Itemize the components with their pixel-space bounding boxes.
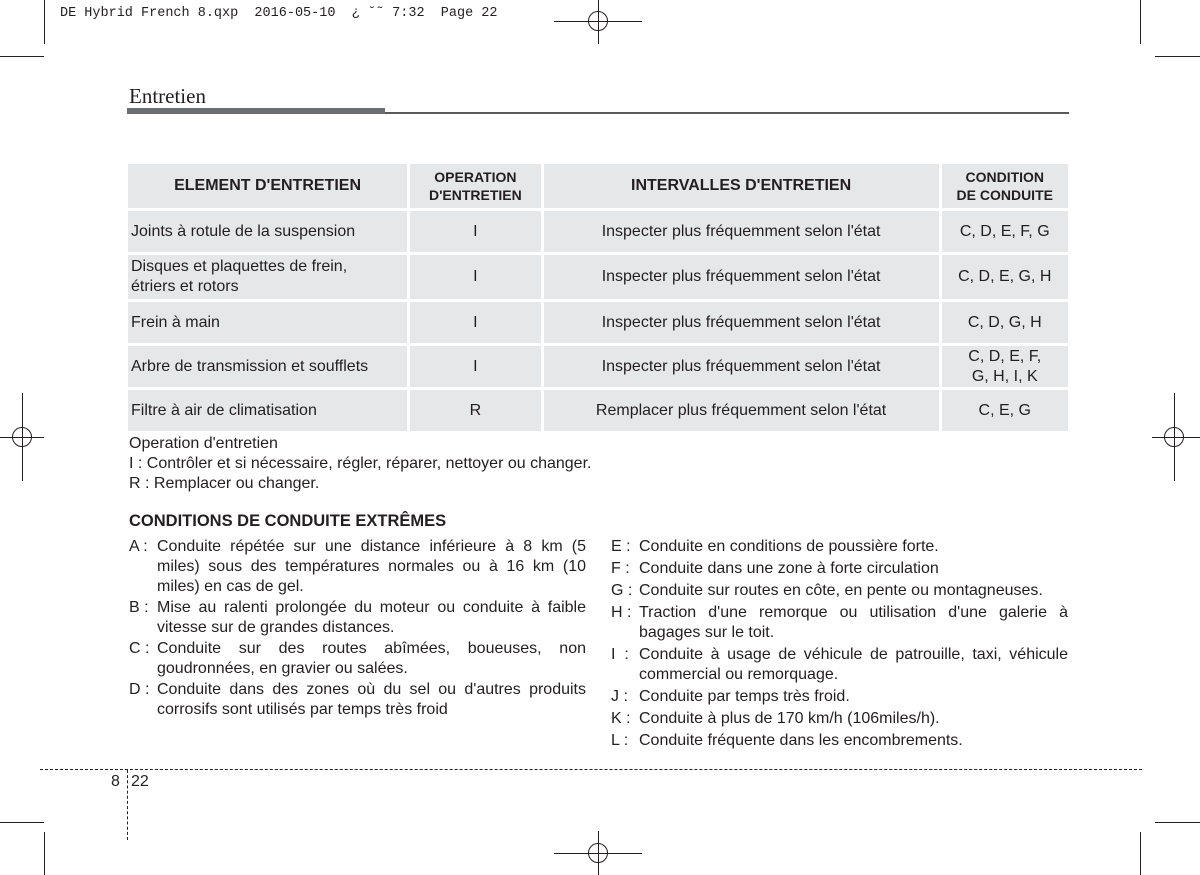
- file-header: DE Hybrid French 8.qxp 2016-05-10 ¿ ˘˜ 7:32 Page 22: [60, 6, 498, 21]
- cell-condition: C, D, E, G, H: [942, 255, 1069, 299]
- title-rule-thin: [385, 112, 1069, 114]
- table-row: [128, 346, 1068, 387]
- header-operation-line2: D'ENTRETIEN: [428, 187, 522, 203]
- condition-letter: L :: [611, 732, 629, 749]
- cell-condition: C, E, G: [942, 390, 1069, 431]
- chapter-number: 8: [111, 773, 120, 790]
- table-row: [128, 255, 1068, 299]
- legend-title: Operation d'entretien: [129, 435, 278, 452]
- condition-item: [611, 687, 1068, 707]
- condition-item: [611, 603, 1068, 643]
- condition-item: [611, 559, 1068, 579]
- condition-letter: K :: [611, 710, 631, 727]
- crop-mark-bottom-right-h: [1155, 822, 1200, 823]
- conditions-heading: CONDITIONS DE CONDUITE EXTRÊMES: [129, 512, 447, 530]
- cell-element-line2: étriers et rotors: [131, 278, 239, 295]
- condition-letter: G :: [611, 582, 633, 599]
- header-interval: INTERVALLES D'ENTRETIEN: [544, 164, 939, 208]
- condition-text: Mise au ralenti prolongée du moteur ou conduite à faible vitesse sur de grandes distances.: [157, 599, 586, 636]
- crop-mark-bottom-right-v: [1140, 832, 1141, 875]
- cell-condition: C, D, E, F, G: [942, 211, 1069, 252]
- legend-line: I : Contrôler et si nécessaire, régler, réparer, nettoyer ou changer.: [129, 455, 592, 472]
- cell-element: Filtre à air de climatisation: [128, 390, 407, 431]
- condition-item: [611, 581, 1068, 601]
- crop-mark-top-right-h: [1155, 56, 1200, 57]
- cell-interval: Remplacer plus fréquemment selon l'état: [544, 390, 939, 431]
- condition-item: [129, 598, 586, 638]
- cell-operation: I: [410, 302, 541, 343]
- cell-condition: [942, 346, 1069, 387]
- condition-text: Conduite dans des zones où du sel ou d'autres produits corrosifs sont utilisés par temps très froid: [157, 681, 586, 718]
- header-condition: [942, 164, 1069, 208]
- condition-item: [129, 639, 586, 679]
- condition-item: [611, 709, 1068, 729]
- condition-text: Conduite fréquente dans les encombrements.: [639, 732, 963, 749]
- conditions-right-column: [611, 537, 1068, 753]
- cell-condition-line1: C, D, E, F,: [968, 347, 1042, 365]
- condition-letter: I :: [611, 646, 629, 663]
- condition-item: [611, 537, 1068, 557]
- cell-element-line1: Disques et plaquettes de frein,: [131, 258, 348, 275]
- condition-text: Traction d'une remorque ou utilisation d'une galerie à bagages sur le toit.: [639, 604, 1068, 641]
- header-condition-line1: CONDITION: [965, 169, 1045, 185]
- section-title: Entretien: [129, 84, 206, 108]
- title-rule-thick: [127, 108, 385, 114]
- maintenance-table: [125, 161, 1071, 434]
- cell-interval: Inspecter plus fréquemment selon l'état: [544, 302, 939, 343]
- cell-operation: I: [410, 346, 541, 387]
- header-element: ELEMENT D'ENTRETIEN: [128, 164, 407, 208]
- page-number: 22: [131, 773, 149, 790]
- cell-operation: I: [410, 211, 541, 252]
- footer-dashed-rule: [40, 769, 1142, 770]
- header-operation: [410, 164, 541, 208]
- cell-operation: R: [410, 390, 541, 431]
- cell-element: Frein à main: [128, 302, 407, 343]
- condition-letter: C :: [129, 640, 150, 657]
- condition-letter: H :: [611, 604, 632, 621]
- table-row: [128, 302, 1068, 343]
- condition-item: [129, 537, 586, 597]
- cell-interval: Inspecter plus fréquemment selon l'état: [544, 211, 939, 252]
- condition-text: Conduite à usage de véhicule de patrouille, taxi, véhicule commercial ou remorquage.: [639, 646, 1068, 683]
- header-operation-line1: OPERATION: [434, 169, 517, 185]
- table-header-row: [128, 164, 1068, 208]
- cell-element: [128, 255, 407, 299]
- condition-text: Conduite sur routes en côte, en pente ou montagneuses.: [639, 582, 1043, 599]
- header-condition-line2: DE CONDUITE: [956, 187, 1053, 203]
- crop-mark-bottom-left-v: [44, 832, 45, 875]
- condition-item: [611, 731, 1068, 751]
- operation-legend: [129, 434, 591, 494]
- condition-letter: D :: [129, 681, 150, 698]
- cell-condition-line2: G, H, I, K: [971, 367, 1038, 385]
- condition-item: [129, 680, 586, 720]
- cell-interval: Inspecter plus fréquemment selon l'état: [544, 346, 939, 387]
- condition-letter: J :: [611, 688, 628, 705]
- condition-text: Conduite à plus de 170 km/h (106miles/h).: [639, 710, 940, 727]
- condition-item: [611, 645, 1068, 685]
- condition-letter: F :: [611, 560, 630, 577]
- cell-condition: C, D, G, H: [942, 302, 1069, 343]
- condition-letter: E :: [611, 538, 631, 555]
- condition-text: Conduite répétée sur une distance inférieure à 8 km (5 miles) sous des températures normales ou à 16 km (10 miles) en cas de gel.: [157, 538, 586, 595]
- table-row: [128, 211, 1068, 252]
- conditions-left-column: [129, 537, 586, 721]
- table-row: [128, 390, 1068, 431]
- condition-text: Conduite en conditions de poussière forte.: [639, 538, 939, 555]
- cell-interval: Inspecter plus fréquemment selon l'état: [544, 255, 939, 299]
- condition-text: Conduite sur des routes abîmées, boueuses, non goudronnées, en gravier ou salées.: [157, 640, 586, 677]
- crop-mark-top-right-v: [1140, 0, 1141, 44]
- crop-mark-top-left-v: [44, 0, 45, 44]
- cell-element: Joints à rotule de la suspension: [128, 211, 407, 252]
- condition-text: Conduite par temps très froid.: [639, 688, 850, 705]
- crop-mark-bottom-left-h: [0, 822, 44, 823]
- condition-letter: B :: [129, 599, 149, 616]
- condition-letter: A :: [129, 538, 148, 555]
- cell-operation: I: [410, 255, 541, 299]
- condition-text: Conduite dans une zone à forte circulation: [639, 560, 939, 577]
- footer-dashed-divider: [127, 770, 128, 840]
- legend-line: R : Remplacer ou changer.: [129, 475, 320, 492]
- crop-mark-top-left-h: [0, 56, 44, 57]
- cell-element: Arbre de transmission et soufflets: [128, 346, 407, 387]
